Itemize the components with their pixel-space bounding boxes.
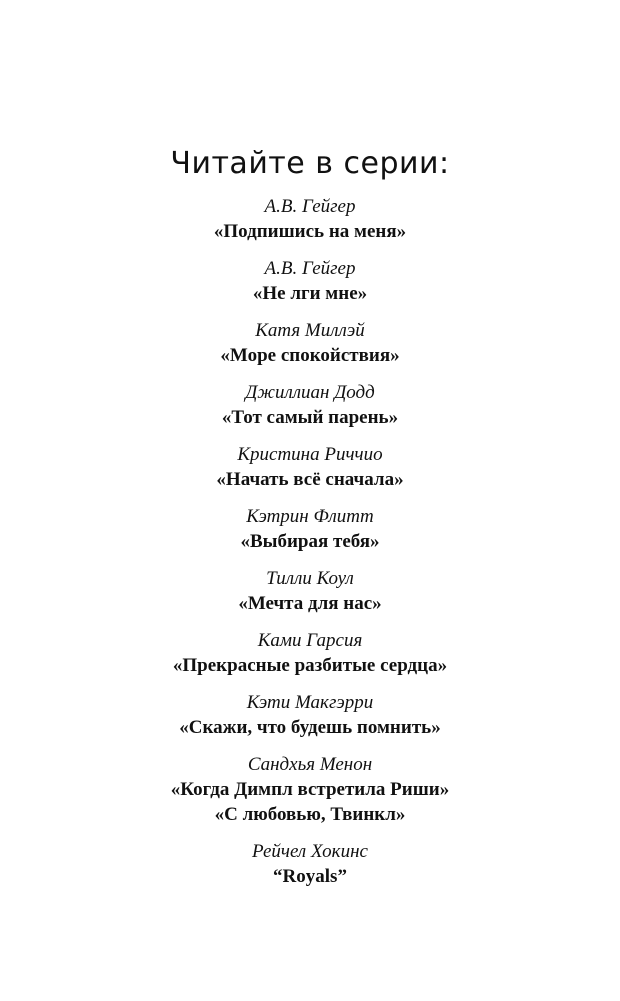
book-entry: [0, 443, 620, 492]
book-title: «Прекрасные разбитые сердца»: [172, 655, 448, 676]
book-author: Тилли Коул: [266, 568, 354, 589]
book-entry: [0, 567, 620, 616]
book-author: Джиллиан Додд: [245, 382, 375, 403]
book-entry: [0, 753, 620, 827]
book-author: Ками Гарсия: [257, 630, 363, 651]
book-author: Кэти Макгэрри: [246, 692, 374, 713]
book-author: Кэтрин Флитт: [246, 506, 374, 527]
series-heading: Читайте в серии:: [170, 146, 450, 181]
book-entry: [0, 381, 620, 430]
book-title: «Скажи, что будешь помнить»: [179, 717, 441, 738]
book-author: Катя Миллэй: [255, 320, 365, 341]
book-author: А.В. Гейгер: [264, 258, 356, 279]
book-entry: [0, 629, 620, 678]
series-book-list: [0, 195, 620, 902]
book-title: «Не лги мне»: [252, 283, 368, 304]
book-title: «Подпишись на меня»: [213, 221, 407, 242]
book-author: Рейчел Хокинс: [252, 841, 368, 862]
book-title: «Когда Димпл встретила Риши»: [170, 779, 450, 800]
book-entry: [0, 691, 620, 740]
book-author: Сандхья Менон: [247, 754, 373, 775]
book-title: «С любовью, Твинкл»: [214, 804, 406, 825]
book-title: «Мечта для нас»: [238, 593, 382, 614]
book-title: “Royals”: [273, 866, 347, 887]
book-author: А.В. Гейгер: [264, 196, 356, 217]
book-entry: [0, 840, 620, 889]
book-title: «Тот самый парень»: [221, 407, 399, 428]
book-author: Кристина Риччио: [237, 444, 383, 465]
book-entry: [0, 195, 620, 244]
book-title: «Начать всё сначала»: [216, 469, 404, 490]
book-title: «Выбирая тебя»: [240, 531, 380, 552]
book-entry: [0, 257, 620, 306]
book-entry: [0, 319, 620, 368]
book-title: «Море спокойствия»: [220, 345, 400, 366]
book-entry: [0, 505, 620, 554]
